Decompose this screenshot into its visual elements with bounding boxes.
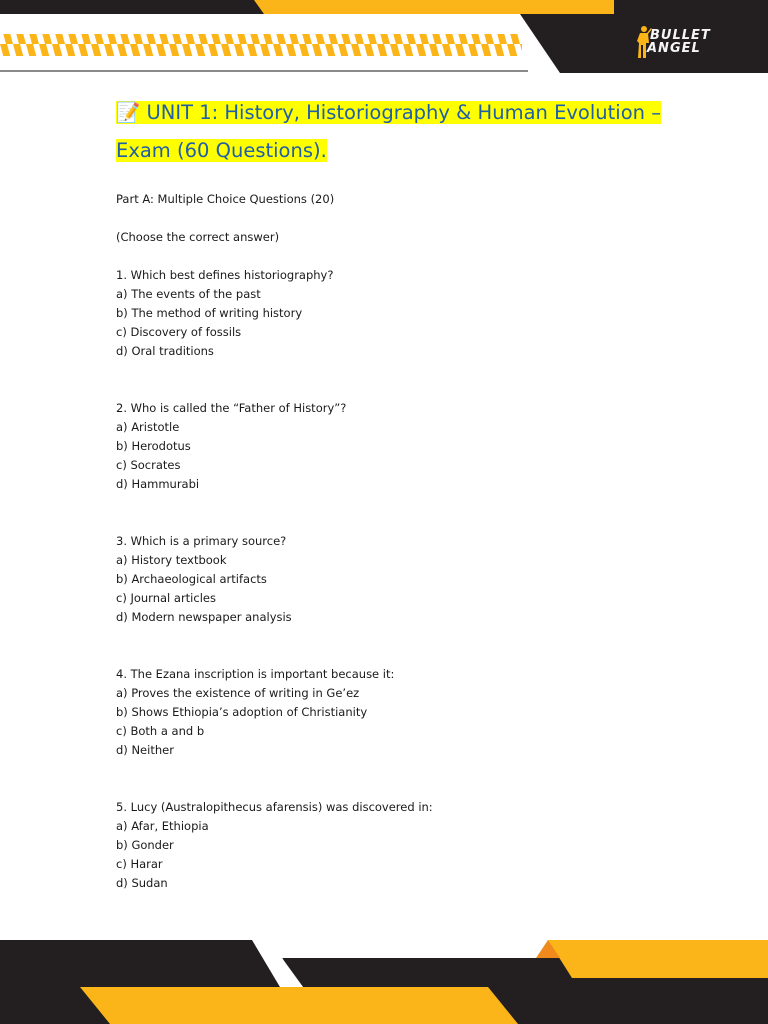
answer-option: c) Harar: [116, 857, 163, 871]
question-item: [116, 665, 676, 760]
question-text: 1. Which best defines historiography?: [116, 268, 334, 282]
title-line-1: [116, 101, 661, 124]
question-item: [116, 798, 676, 893]
logo-text-line2: ANGEL: [647, 41, 701, 56]
answer-option: a) Aristotle: [116, 420, 180, 434]
answer-option: a) The events of the past: [116, 287, 261, 301]
page-title: [116, 94, 676, 170]
title-text-1: UNIT 1: History, Historiography & Human Evolution –: [140, 101, 661, 124]
header-banner: [0, 0, 768, 75]
answer-option: a) Proves the existence of writing in Ge’ez: [116, 686, 360, 700]
instruction-text: (Choose the correct answer): [116, 230, 280, 244]
answer-option: c) Both a and b: [116, 724, 205, 738]
question-text: 2. Who is called the “Father of History”?: [116, 401, 347, 415]
answer-option: b) Archaeological artifacts: [116, 572, 267, 586]
answer-option: d) Neither: [116, 743, 174, 757]
question-list: [116, 266, 676, 893]
answer-option: b) Shows Ethiopia’s adoption of Christianity: [116, 705, 368, 719]
question-text: 3. Which is a primary source?: [116, 534, 287, 548]
footer-banner: [0, 936, 768, 1024]
title-line-2: Exam (60 Questions).: [116, 139, 327, 162]
answer-option: c) Discovery of fossils: [116, 325, 242, 339]
question-text: 4. The Ezana inscription is important because it:: [116, 667, 395, 681]
question-item: [116, 399, 676, 494]
memo-icon: 📝: [116, 101, 141, 124]
answer-option: b) Gonder: [116, 838, 174, 852]
answer-option: b) The method of writing history: [116, 306, 303, 320]
footer-decoration: [0, 936, 768, 1024]
answer-option: d) Modern newspaper analysis: [116, 610, 292, 624]
question-text: 5. Lucy (Australopithecus afarensis) was discovered in:: [116, 800, 433, 814]
bullet-angel-logo: [636, 25, 736, 61]
answer-option: b) Herodotus: [116, 439, 191, 453]
question-item: [116, 266, 676, 361]
part-heading: Part A: Multiple Choice Questions (20): [116, 192, 335, 206]
answer-option: d) Oral traditions: [116, 344, 214, 358]
answer-option: d) Sudan: [116, 876, 168, 890]
answer-option: a) Afar, Ethiopia: [116, 819, 209, 833]
answer-option: c) Journal articles: [116, 591, 216, 605]
question-item: [116, 532, 676, 627]
logo-text-line1: BULLET: [650, 28, 711, 43]
answer-option: a) History textbook: [116, 553, 227, 567]
answer-option: d) Hammurabi: [116, 477, 200, 491]
document-body: [116, 94, 676, 931]
answer-option: c) Socrates: [116, 458, 181, 472]
